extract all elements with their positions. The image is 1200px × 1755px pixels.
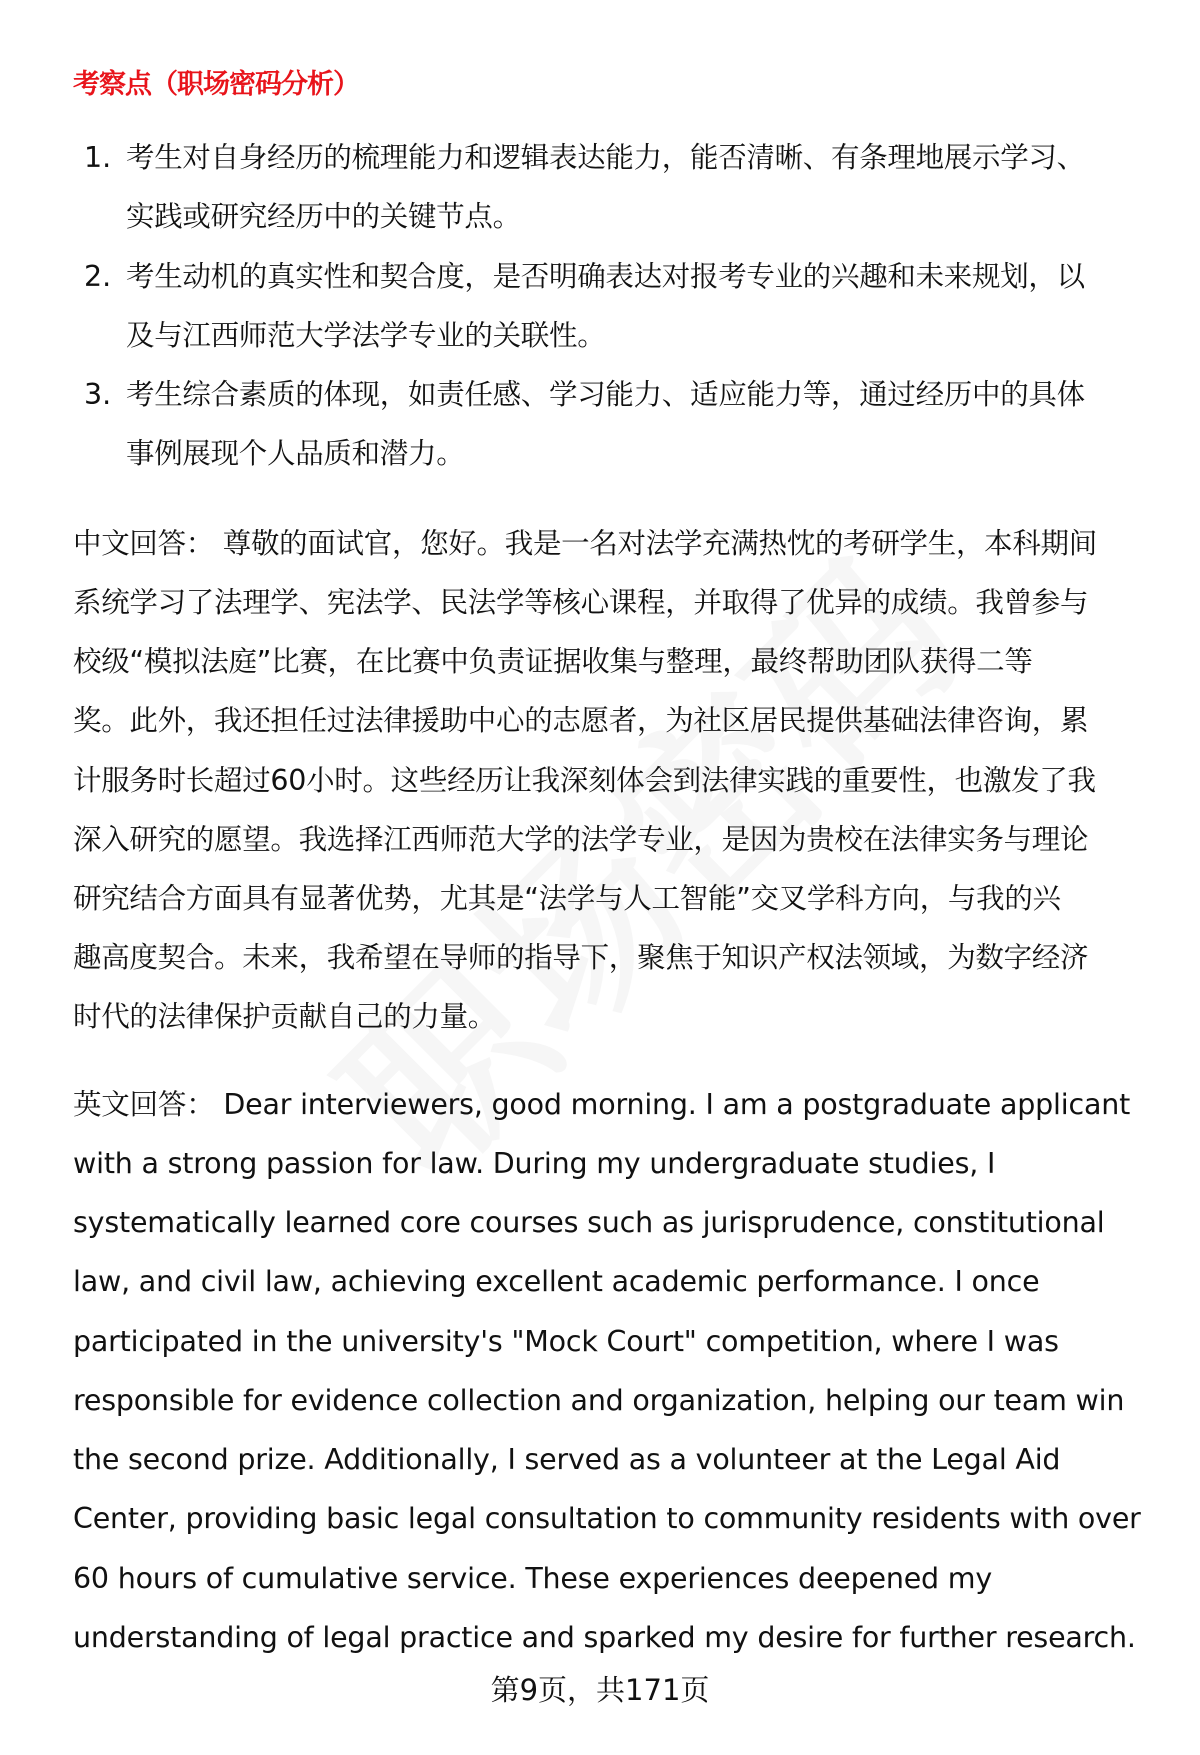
section-title: 考察点（职场密码分析）	[73, 69, 359, 100]
point-line: 事例展现个人品质和潜力。	[126, 437, 465, 470]
answer-line: 系统学习了法理学、宪法学、民法学等核心课程，并取得了优异的成绩。我曾参与	[73, 586, 1089, 619]
answer-line: 计服务时长超过60小时。这些经历让我深刻体会到法律实践的重要性，也激发了我	[73, 764, 1096, 797]
answer-line: law, and civil law, achieving excellent academic performance. I once	[73, 1265, 1040, 1298]
answer-line: 奖。此外，我还担任过法律援助中心的志愿者，为社区居民提供基础法律咨询，累	[73, 704, 1089, 737]
answer-line: understanding of legal practice and sparked my desire for further research.	[73, 1621, 1136, 1654]
answer-line: 趣高度契合。未来，我希望在导师的指导下，聚焦于知识产权法领域，为数字经济	[73, 941, 1089, 974]
answer-line: 60 hours of cumulative service. These experiences deepened my	[73, 1562, 993, 1595]
answer-line: with a strong passion for law. During my undergraduate studies, I	[73, 1147, 996, 1180]
point-line: 及与江西师范大学法学专业的关联性。	[126, 319, 606, 352]
answer-line: 研究结合方面具有显著优势，尤其是“法学与人工智能”交叉学科方向，与我的兴	[73, 882, 1061, 915]
answer-line: 校级“模拟法庭”比赛，在比赛中负责证据收集与整理，最终帮助团队获得二等	[73, 645, 1033, 678]
answer-line: Center, providing basic legal consultation to community residents with over	[73, 1502, 1141, 1535]
answer-line: 中文回答： 尊敬的面试官，您好。我是一名对法学充满热忱的考研学生，本科期间	[73, 527, 1097, 560]
answer-line: 时代的法律保护贡献自己的力量。	[73, 1000, 497, 1033]
page-number: 第9页，共171页	[490, 1673, 710, 1707]
answer-line: 英文回答： Dear interviewers, good morning. I am a postgraduate applicant	[73, 1088, 1131, 1121]
answer-line: responsible for evidence collection and organization, helping our team win	[73, 1384, 1125, 1417]
answer-line: 深入研究的愿望。我选择江西师范大学的法学专业，是因为贵校在法律实务与理论	[73, 823, 1089, 856]
answer-line: participated in the university's "Mock Court" competition, where I was	[73, 1325, 1059, 1358]
point-number: 2.	[84, 260, 112, 293]
point-line: 实践或研究经历中的关键节点。	[126, 200, 521, 233]
point-number: 1.	[84, 141, 112, 174]
answer-line: systematically learned core courses such as jurisprudence, constitutional	[73, 1206, 1105, 1239]
point-line: 考生综合素质的体现，如责任感、学习能力、适应能力等，通过经历中的具体	[126, 378, 1085, 411]
point-number: 3.	[84, 378, 112, 411]
answer-line: the second prize. Additionally, I served as a volunteer at the Legal Aid	[73, 1443, 1061, 1476]
point-line: 考生对自身经历的梳理能力和逻辑表达能力，能否清晰、有条理地展示学习、	[126, 141, 1085, 174]
point-line: 考生动机的真实性和契合度，是否明确表达对报考专业的兴趣和未来规划，以	[126, 260, 1085, 293]
